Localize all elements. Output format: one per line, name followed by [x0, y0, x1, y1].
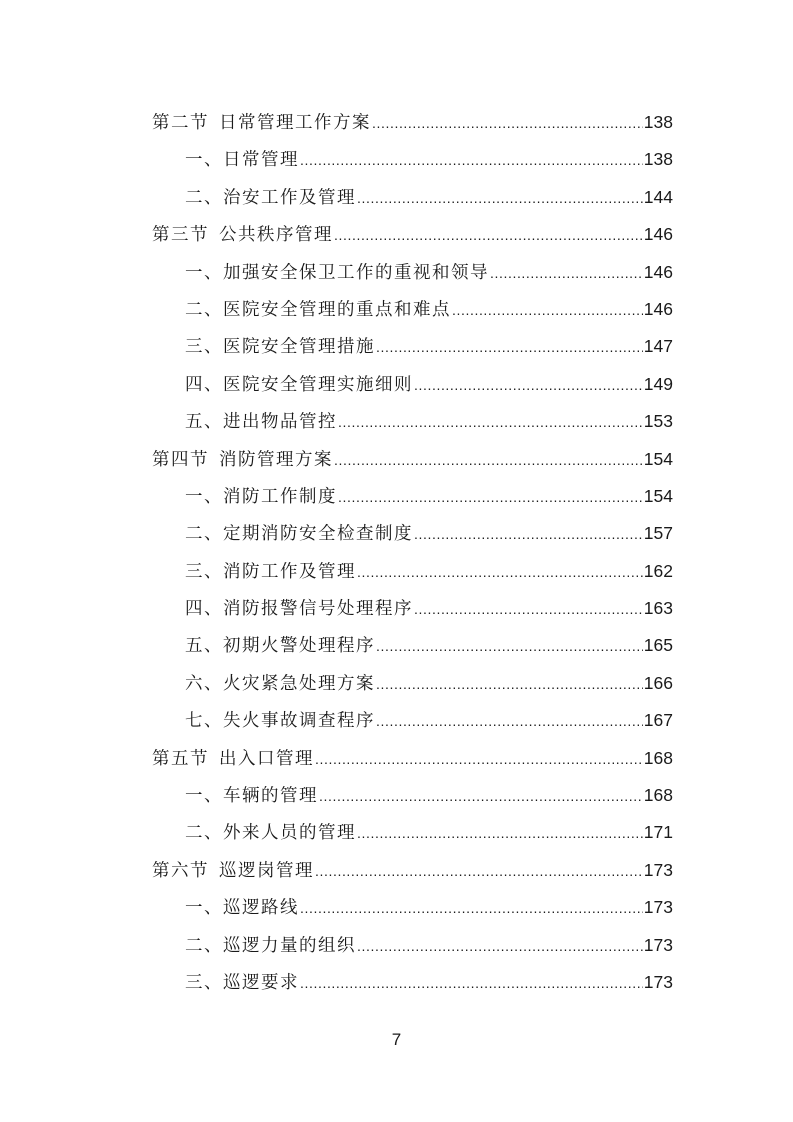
toc-entry-page: 173	[643, 897, 673, 918]
dot-leader	[357, 928, 643, 965]
toc-entry-title: 治安工作及管理	[223, 187, 356, 208]
toc-entry-number: 二、	[185, 935, 223, 956]
toc-entry-number: 第五节	[152, 748, 209, 769]
toc-entry-title: 消防报警信号处理程序	[223, 599, 413, 620]
toc-entry-title: 巡逻路线	[223, 898, 299, 919]
dot-leader	[376, 628, 643, 665]
dot-leader	[357, 815, 643, 852]
toc-entry-number: 二、	[185, 187, 223, 208]
toc-entry-title: 消防工作及管理	[223, 561, 356, 582]
toc-entry-label	[185, 367, 413, 404]
toc-entry-page: 146	[643, 261, 673, 282]
toc-entry-page: 153	[643, 411, 673, 432]
toc-entry-title: 医院安全管理措施	[223, 337, 375, 358]
toc-entry-number: 七、	[185, 711, 223, 732]
toc-entry-label	[185, 404, 337, 441]
toc-entry-page: 154	[643, 448, 673, 469]
toc-entry-page: 138	[643, 112, 673, 132]
dot-leader	[319, 778, 643, 815]
toc-entry-title: 医院安全管理实施细则	[223, 374, 413, 395]
toc-entry-number: 三、	[185, 337, 223, 358]
toc-entry-title: 巡逻岗管理	[219, 860, 314, 881]
toc-subsection-entry[interactable]	[152, 328, 673, 365]
dot-leader	[357, 180, 643, 217]
dot-leader	[376, 329, 643, 366]
toc-entry-label	[185, 554, 356, 591]
dot-leader	[300, 890, 643, 927]
toc-entry-title: 消防管理方案	[219, 449, 333, 470]
toc-entry-label	[152, 442, 333, 479]
dot-leader	[334, 217, 643, 254]
toc-entry-label	[185, 180, 356, 217]
dot-leader	[414, 367, 643, 404]
toc-entry-label	[152, 105, 371, 142]
toc-entry-page: 146	[643, 298, 673, 319]
toc-entry-title: 出入口管理	[219, 748, 314, 769]
toc-entry-page: 167	[643, 710, 673, 731]
toc-section-entry[interactable]	[152, 216, 673, 253]
toc-entry-number: 四、	[185, 599, 223, 620]
toc-entry-number: 一、	[185, 786, 223, 807]
toc-section-entry[interactable]	[152, 441, 673, 478]
toc-entry-number: 第三节	[152, 225, 209, 246]
toc-entry-label	[185, 666, 375, 703]
toc-entry-page: 147	[643, 336, 673, 357]
toc-subsection-entry[interactable]	[152, 553, 673, 590]
dot-leader	[300, 142, 643, 179]
toc-subsection-entry[interactable]	[152, 291, 673, 328]
toc-entry-page: 168	[643, 747, 673, 768]
dot-leader	[338, 404, 643, 441]
toc-entry-page: 146	[643, 224, 673, 245]
toc-entry-page: 154	[643, 485, 673, 506]
dot-leader	[372, 105, 643, 142]
table-of-contents	[152, 104, 673, 1001]
dot-leader	[357, 554, 643, 591]
dot-leader	[315, 741, 643, 778]
toc-subsection-entry[interactable]	[152, 179, 673, 216]
toc-entry-title: 巡逻力量的组织	[223, 935, 356, 956]
toc-subsection-entry[interactable]	[152, 403, 673, 440]
toc-entry-title: 加强安全保卫工作的重视和领导	[223, 262, 489, 283]
toc-entry-label	[185, 703, 375, 740]
dot-leader	[315, 853, 643, 890]
toc-entry-page: 163	[643, 598, 673, 619]
toc-entry-label	[185, 255, 489, 292]
toc-subsection-entry[interactable]	[152, 665, 673, 702]
toc-entry-number: 一、	[185, 262, 223, 283]
page-number: 7	[391, 1030, 402, 1049]
toc-subsection-entry[interactable]	[152, 814, 673, 851]
dot-leader	[414, 591, 643, 628]
toc-entry-label	[185, 890, 299, 927]
toc-entry-title: 外来人员的管理	[223, 823, 356, 844]
toc-entry-label	[185, 516, 413, 553]
toc-subsection-entry[interactable]	[152, 366, 673, 403]
dot-leader	[338, 479, 643, 516]
toc-entry-page: 171	[643, 822, 673, 843]
toc-subsection-entry[interactable]	[152, 515, 673, 552]
toc-entry-number: 第六节	[152, 860, 209, 881]
toc-section-entry[interactable]	[152, 852, 673, 889]
toc-entry-number: 五、	[185, 636, 223, 657]
toc-entry-title: 公共秩序管理	[219, 225, 333, 246]
dot-leader	[300, 965, 643, 1002]
toc-subsection-entry[interactable]	[152, 964, 673, 1001]
toc-entry-title: 火灾紧急处理方案	[223, 673, 375, 694]
toc-entry-label	[185, 479, 337, 516]
toc-entry-page: 168	[643, 785, 673, 806]
toc-subsection-entry[interactable]	[152, 777, 673, 814]
dot-leader	[376, 703, 643, 740]
toc-entry-number: 二、	[185, 823, 223, 844]
dot-leader	[414, 516, 643, 553]
toc-entry-number: 六、	[185, 673, 223, 694]
toc-entry-number: 二、	[185, 299, 223, 320]
toc-entry-page: 162	[643, 560, 673, 581]
toc-entry-title: 初期火警处理程序	[223, 636, 375, 657]
toc-section-entry[interactable]	[152, 104, 673, 141]
toc-entry-label	[185, 628, 375, 665]
toc-entry-title: 定期消防安全检查制度	[223, 524, 413, 545]
toc-entry-number: 三、	[185, 972, 223, 993]
toc-entry-title: 医院安全管理的重点和难点	[223, 299, 451, 320]
toc-entry-number: 二、	[185, 524, 223, 545]
toc-entry-title: 进出物品管控	[223, 412, 337, 433]
toc-entry-page: 144	[643, 186, 673, 207]
dot-leader	[376, 666, 643, 703]
toc-entry-number: 第四节	[152, 449, 209, 470]
toc-entry-page: 173	[643, 859, 673, 880]
toc-subsection-entry[interactable]	[152, 590, 673, 627]
toc-entry-number: 五、	[185, 412, 223, 433]
toc-entry-title: 消防工作制度	[223, 486, 337, 507]
toc-entry-label	[185, 815, 356, 852]
toc-entry-number: 第二节	[152, 113, 209, 133]
toc-subsection-entry[interactable]	[152, 254, 673, 291]
toc-entry-number: 一、	[185, 150, 223, 171]
toc-entry-title: 日常管理工作方案	[219, 113, 371, 133]
toc-entry-label	[185, 928, 356, 965]
dot-leader	[452, 292, 643, 329]
toc-subsection-entry[interactable]	[152, 627, 673, 664]
toc-section-entry[interactable]	[152, 740, 673, 777]
toc-entry-title: 失火事故调查程序	[223, 711, 375, 732]
toc-entry-label	[185, 965, 299, 1002]
toc-entry-page: 149	[643, 373, 673, 394]
toc-entry-page: 157	[643, 523, 673, 544]
toc-entry-title: 巡逻要求	[223, 972, 299, 993]
toc-entry-page: 173	[643, 934, 673, 955]
toc-subsection-entry[interactable]	[152, 927, 673, 964]
dot-leader	[334, 442, 643, 479]
toc-entry-number: 三、	[185, 561, 223, 582]
toc-entry-page: 173	[643, 971, 673, 992]
toc-entry-label	[152, 217, 333, 254]
toc-entry-page: 166	[643, 672, 673, 693]
toc-entry-title: 车辆的管理	[223, 786, 318, 807]
toc-subsection-entry[interactable]	[152, 478, 673, 515]
dot-leader	[490, 255, 643, 292]
toc-subsection-entry[interactable]	[152, 702, 673, 739]
toc-entry-label	[185, 329, 375, 366]
toc-entry-number: 一、	[185, 486, 223, 507]
toc-entry-title: 日常管理	[223, 150, 299, 171]
toc-entry-number: 四、	[185, 374, 223, 395]
toc-entry-label	[185, 292, 451, 329]
toc-entry-label	[152, 741, 314, 778]
toc-subsection-entry[interactable]	[152, 141, 673, 178]
toc-entry-label	[185, 591, 413, 628]
toc-entry-label	[185, 142, 299, 179]
toc-entry-page: 165	[643, 635, 673, 656]
toc-entry-number: 一、	[185, 898, 223, 919]
toc-entry-label	[185, 778, 318, 815]
toc-subsection-entry[interactable]	[152, 889, 673, 926]
toc-entry-page: 138	[643, 149, 673, 170]
toc-entry-label	[152, 853, 314, 890]
